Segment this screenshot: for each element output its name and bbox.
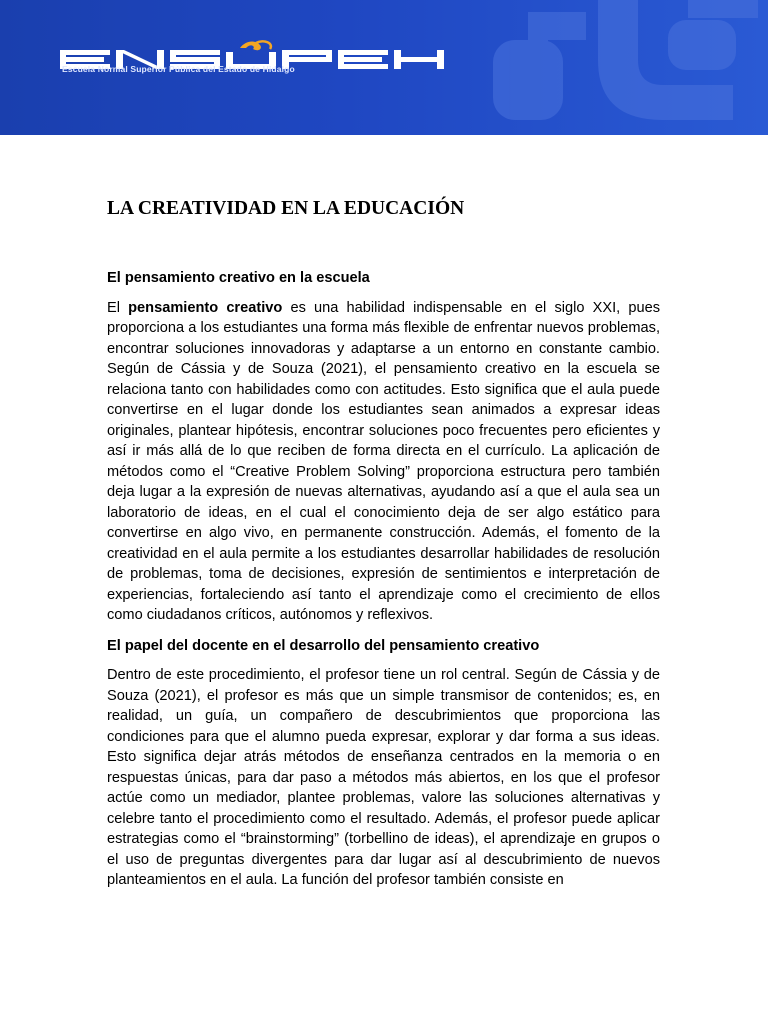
section-heading-teacher-role: El papel del docente en el desarrollo del pensamiento creativo	[107, 637, 540, 654]
paragraph-teacher-role: Dentro de este procedimiento, el profesor tiene un rol central. Según de Cássia y de Souza (2021), el profesor es más que un simple transmisor de contenidos; es, en realidad, un guía, un compañero de descubrimientos que proporciona las condiciones para que el alumno pueda expresar, explorar y dar forma a sus ideas. Esto significa dejar atrás métodos de enseñanza centrados en la memoria o en respuestas únicas, para dar paso a métodos más abiertos, en los que el profesor actúe como un mediador, plantee problemas, valore las soluciones alternativas y celebre tanto el procedimiento como el resultado. Además, el profesor puede aplicar estrategias como el “brainstorming” (torbellino de ideas), el aprendizaje en grupos o el uso de preguntas divergentes para dar lugar así al descubrimiento de nuevos planteamientos en el aula. La función del profesor también consiste en	[107, 667, 660, 888]
logo-subtitle: Escuela Normal Superior Pública del Estado de Hidalgo	[62, 64, 295, 74]
paragraph-creative-thinking	[107, 298, 660, 626]
header-banner	[0, 0, 768, 135]
para-rest: es una habilidad indispensable en el siglo XXI, pues proporciona a los estudiantes una forma más flexible de enfrentar nuevos problemas, encontrar soluciones innovadoras y adaptarse a un entorno en constante cambio. Según de Cássia y de Souza (2021), el pensamiento creativo en la escuela se relaciona tanto con habilidades como con actitudes. Esto significa que el aula puede convertirse en el lugar donde los estudiantes sean animados a expresar ideas originales, plantear hipótesis, encontrar soluciones poco frecuentes pero eficientes y así ir más allá de lo que reciben de forma directa en el currículo. La aplicación de métodos como el “Creative Problem Solving” proporciona estructura pero también deja lugar a la expresión de nuevas alternativas, ayudando así a que el aula sea un laboratorio de ideas, en el cual el conocimiento deja de ser algo estático para convertirse en algo vivo, en permanente construcción. Además, el fomento de la creatividad en el aula permite a los estudiantes desarrollar habilidades de resolución de problemas, toma de decisiones, expresión de sentimientos e interpretación de experiencias, fortaleciendo así tanto el aprendizaje como el crecimiento de ellos como ciudadanos críticos, autónomos y reflexivos.	[107, 299, 661, 623]
institution-emblem	[488, 0, 768, 135]
document-body	[107, 196, 660, 901]
document-title: LA CREATIVIDAD EN LA EDUCACIÓN	[107, 198, 465, 219]
para-bold-term: pensamiento creativo	[128, 299, 283, 316]
section-heading-creative-thinking: El pensamiento creativo en la escuela	[107, 270, 370, 286]
para-lead: El	[107, 299, 129, 316]
